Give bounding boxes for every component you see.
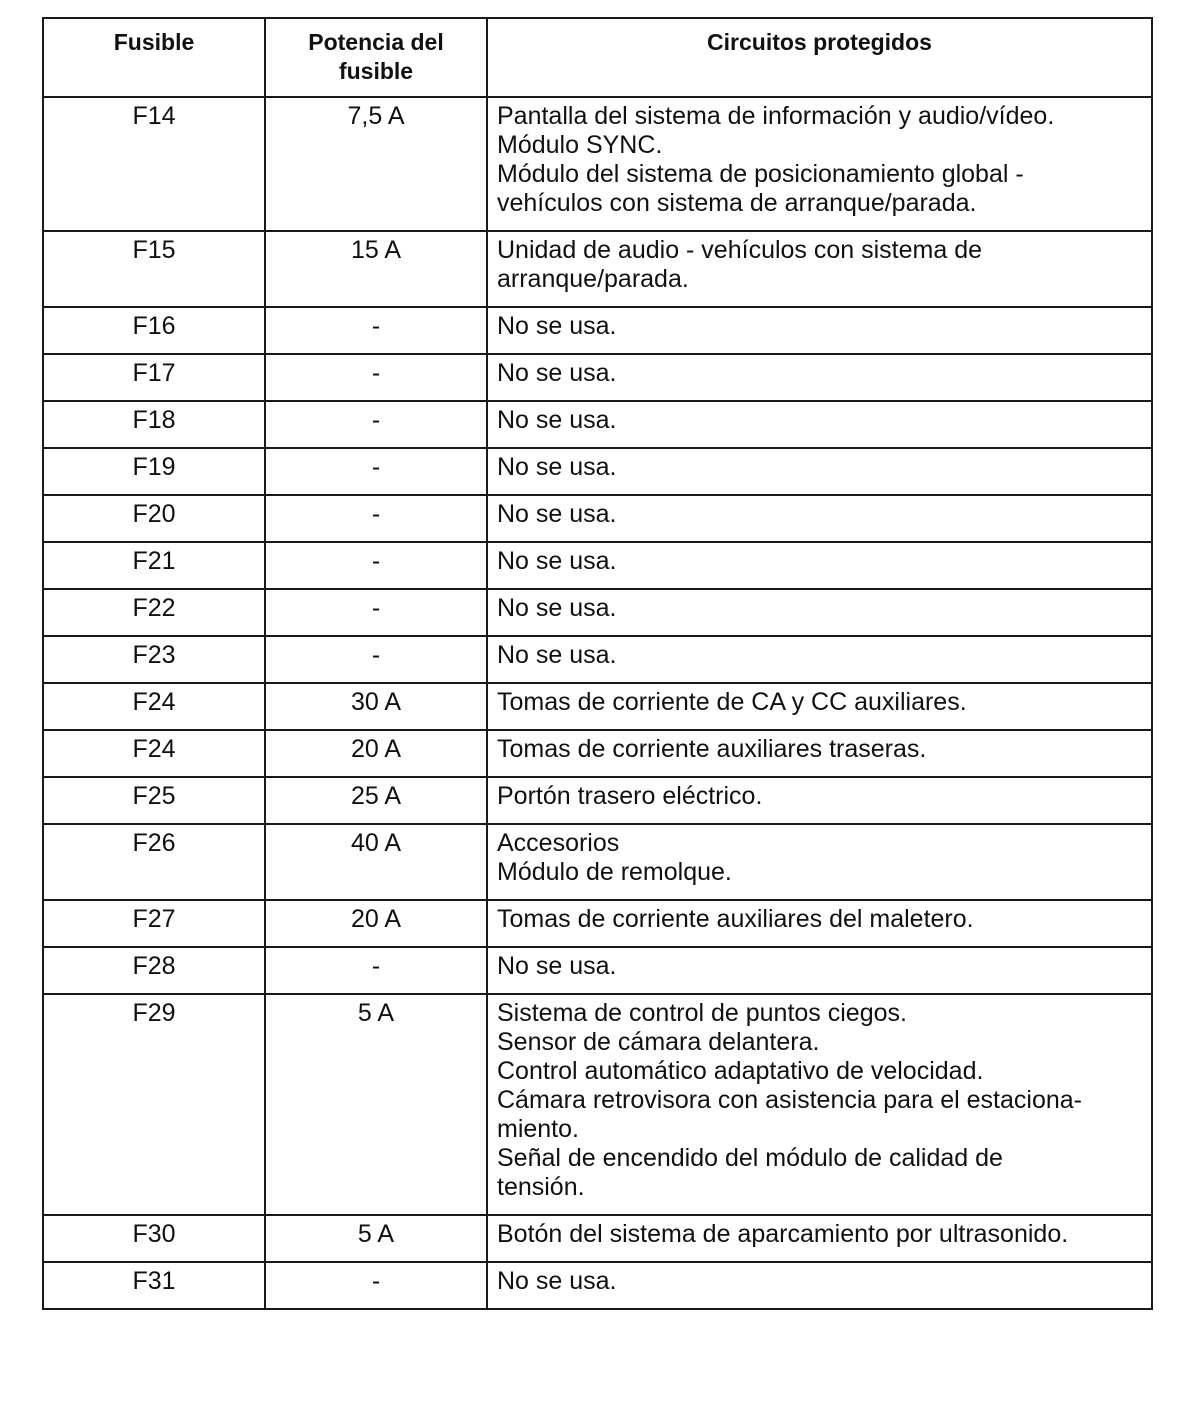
circuits-cell <box>487 231 1152 307</box>
fuse-rating: - <box>371 359 381 387</box>
fuse-rating: 40 A <box>350 829 402 857</box>
fuse-id: F30 <box>132 1220 176 1248</box>
fuse-id: F18 <box>132 406 176 434</box>
rating-cell <box>265 947 487 994</box>
header-row <box>43 18 1152 97</box>
fuse-rating: 7,5 A <box>347 102 405 130</box>
fuse-cell <box>43 589 265 636</box>
rating-cell <box>265 589 487 636</box>
rating-cell <box>265 1215 487 1262</box>
circuit-line: arranque/parada. <box>497 265 689 293</box>
fuse-id: F22 <box>132 594 176 622</box>
circuit-line: Módulo SYNC. <box>497 131 663 159</box>
circuit-line: Tomas de corriente auxiliares del maletero. <box>497 905 974 933</box>
rating-cell <box>265 542 487 589</box>
circuit-line: No se usa. <box>497 406 617 434</box>
circuits-list <box>488 232 1151 306</box>
circuits-list <box>488 637 1151 682</box>
fuse-id: F17 <box>132 359 176 387</box>
rating-cell <box>265 824 487 900</box>
rating-cell <box>265 636 487 683</box>
circuits-list <box>488 402 1151 447</box>
fuse-rating: - <box>371 312 381 340</box>
fuse-id: F20 <box>132 500 176 528</box>
circuits-cell <box>487 824 1152 900</box>
circuits-cell <box>487 947 1152 994</box>
circuit-line: No se usa. <box>497 1267 617 1295</box>
table-row <box>43 495 1152 542</box>
circuits-cell <box>487 636 1152 683</box>
table-row <box>43 900 1152 947</box>
fuse-rating: - <box>371 1267 381 1295</box>
fuse-rating: 30 A <box>350 688 402 716</box>
circuits-list <box>488 778 1151 823</box>
rating-cell <box>265 97 487 231</box>
fuse-cell <box>43 947 265 994</box>
rating-cell <box>265 495 487 542</box>
table-row <box>43 354 1152 401</box>
rating-cell <box>265 1262 487 1309</box>
fuse-id: F31 <box>132 1267 176 1295</box>
circuits-cell <box>487 683 1152 730</box>
table-body <box>43 97 1152 1309</box>
rating-cell <box>265 994 487 1215</box>
circuits-cell <box>487 900 1152 947</box>
circuits-cell <box>487 401 1152 448</box>
table-row <box>43 683 1152 730</box>
fuse-cell <box>43 354 265 401</box>
table-row <box>43 1262 1152 1309</box>
fuse-id: F23 <box>132 641 176 669</box>
circuits-list <box>488 901 1151 946</box>
circuits-list <box>488 308 1151 353</box>
circuits-list <box>488 98 1151 230</box>
table-row <box>43 231 1152 307</box>
header-fuse: Fusible <box>43 18 265 97</box>
fuse-rating: 5 A <box>357 999 395 1027</box>
circuits-list <box>488 496 1151 541</box>
fuse-id: F24 <box>132 688 176 716</box>
table-row <box>43 542 1152 589</box>
fuse-cell <box>43 730 265 777</box>
fuse-rating: 20 A <box>350 735 402 763</box>
fuse-cell <box>43 97 265 231</box>
header-rating: Potencia del fusible <box>265 18 487 97</box>
circuits-list <box>488 731 1151 776</box>
table-row <box>43 589 1152 636</box>
fuse-id: F29 <box>132 999 176 1027</box>
circuits-cell <box>487 307 1152 354</box>
table-row <box>43 994 1152 1215</box>
fuse-rating: - <box>371 547 381 575</box>
rating-cell <box>265 448 487 495</box>
circuits-list <box>488 1216 1151 1261</box>
fuse-id: F16 <box>132 312 176 340</box>
fuse-id: F25 <box>132 782 176 810</box>
fuse-cell <box>43 231 265 307</box>
circuit-line: Accesorios <box>497 829 620 857</box>
circuits-list <box>488 684 1151 729</box>
fuse-rating: - <box>371 453 381 481</box>
fuse-rating: - <box>371 406 381 434</box>
circuit-line: miento. <box>497 1115 579 1143</box>
circuit-line: Sensor de cámara delantera. <box>497 1028 820 1056</box>
circuit-line: Tomas de corriente de CA y CC auxiliares. <box>497 688 967 716</box>
rating-cell <box>265 354 487 401</box>
fuse-cell <box>43 824 265 900</box>
circuits-cell <box>487 97 1152 231</box>
circuit-line: Tomas de corriente auxiliares traseras. <box>497 735 927 763</box>
table-row <box>43 636 1152 683</box>
fuse-id: F19 <box>132 453 176 481</box>
circuits-list <box>488 948 1151 993</box>
table-row <box>43 448 1152 495</box>
fuse-cell <box>43 542 265 589</box>
circuits-cell <box>487 354 1152 401</box>
circuit-line: No se usa. <box>497 547 617 575</box>
fuse-rating: - <box>371 952 381 980</box>
rating-cell <box>265 900 487 947</box>
header-circuits: Circuitos protegidos <box>487 18 1152 97</box>
circuit-line: Señal de encendido del módulo de calidad de <box>497 1144 1003 1172</box>
table-row <box>43 824 1152 900</box>
rating-cell <box>265 401 487 448</box>
fuse-cell <box>43 994 265 1215</box>
circuits-list <box>488 449 1151 494</box>
fuse-cell <box>43 448 265 495</box>
circuit-line: Portón trasero eléctrico. <box>497 782 763 810</box>
circuit-line: Control automático adaptativo de velocidad. <box>497 1057 984 1085</box>
circuit-line: Módulo del sistema de posicionamiento global - <box>497 160 1024 188</box>
fuse-id: F27 <box>132 905 176 933</box>
circuit-line: Cámara retrovisora con asistencia para el estaciona- <box>497 1086 1082 1114</box>
table-row <box>43 307 1152 354</box>
fuse-rating: - <box>371 594 381 622</box>
circuits-cell <box>487 777 1152 824</box>
fuse-cell <box>43 401 265 448</box>
circuit-line: No se usa. <box>497 641 617 669</box>
circuits-cell <box>487 1262 1152 1309</box>
circuit-line: Botón del sistema de aparcamiento por ultrasonido. <box>497 1220 1069 1248</box>
fuse-rating: - <box>371 641 381 669</box>
fuse-id: F14 <box>132 102 176 130</box>
circuits-list <box>488 590 1151 635</box>
circuit-line: tensión. <box>497 1173 585 1201</box>
rating-cell <box>265 307 487 354</box>
rating-cell <box>265 231 487 307</box>
circuit-line: Unidad de audio - vehículos con sistema de <box>497 236 983 264</box>
circuits-list <box>488 543 1151 588</box>
fuse-cell <box>43 1215 265 1262</box>
circuits-cell <box>487 542 1152 589</box>
circuits-cell <box>487 589 1152 636</box>
fuse-rating: 5 A <box>357 1220 395 1248</box>
fuse-id: F28 <box>132 952 176 980</box>
circuit-line: vehículos con sistema de arranque/parada. <box>497 189 977 217</box>
fuse-cell <box>43 636 265 683</box>
table-row <box>43 1215 1152 1262</box>
circuit-line: No se usa. <box>497 453 617 481</box>
table-row <box>43 97 1152 231</box>
table-row <box>43 777 1152 824</box>
fuse-id: F24 <box>132 735 176 763</box>
circuit-line: No se usa. <box>497 952 617 980</box>
circuit-line: No se usa. <box>497 359 617 387</box>
circuit-line: No se usa. <box>497 594 617 622</box>
circuit-line: No se usa. <box>497 312 617 340</box>
circuits-list <box>488 355 1151 400</box>
circuits-cell <box>487 994 1152 1215</box>
circuits-cell <box>487 1215 1152 1262</box>
circuit-line: Módulo de remolque. <box>497 858 732 886</box>
fuse-cell <box>43 307 265 354</box>
circuit-line: Pantalla del sistema de información y audio/vídeo. <box>497 102 1055 130</box>
fuse-rating: - <box>371 500 381 528</box>
fuse-cell <box>43 683 265 730</box>
circuits-cell <box>487 730 1152 777</box>
circuit-line: Sistema de control de puntos ciegos. <box>497 999 907 1027</box>
table-row <box>43 401 1152 448</box>
fuse-cell <box>43 900 265 947</box>
rating-cell <box>265 730 487 777</box>
fuse-cell <box>43 495 265 542</box>
fuse-rating: 15 A <box>350 236 402 264</box>
circuits-cell <box>487 495 1152 542</box>
table-row <box>43 730 1152 777</box>
fuse-table <box>42 17 1153 1310</box>
table-row <box>43 947 1152 994</box>
fuse-id: F15 <box>132 236 176 264</box>
fuse-rating: 20 A <box>350 905 402 933</box>
circuits-list <box>488 995 1151 1214</box>
fuse-id: F26 <box>132 829 176 857</box>
circuits-list <box>488 1263 1151 1308</box>
fuse-cell <box>43 1262 265 1309</box>
circuit-line: No se usa. <box>497 500 617 528</box>
rating-cell <box>265 683 487 730</box>
fuse-rating: 25 A <box>350 782 402 810</box>
circuits-list <box>488 825 1151 899</box>
circuits-cell <box>487 448 1152 495</box>
fuse-cell <box>43 777 265 824</box>
fuse-id: F21 <box>132 547 176 575</box>
rating-cell <box>265 777 487 824</box>
